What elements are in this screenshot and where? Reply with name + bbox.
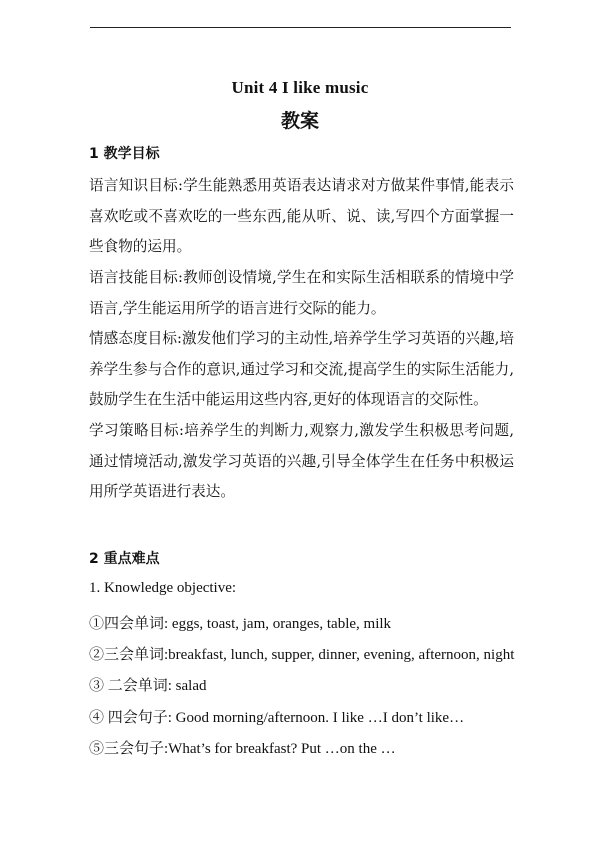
list-item: ①四会单词: eggs, toast, jam, oranges, table, milk xyxy=(89,616,392,632)
list-item: ④ 四会句子: Good morning/afternoon. I like …I don’t like… xyxy=(89,710,465,726)
section-heading-key-points: 2 重点难点 xyxy=(89,551,160,567)
paragraph-attitude-goal: 情感态度目标:激发他们学习的主动性,培养学生学习英语的兴趣,培养学生参与合作的意识,通过学习和交流,提高学生的实际生活能力,鼓励学生在生活中能运用这些内容,更好的体现语言的交际性。 xyxy=(89,330,514,408)
list-item: ②三会单词:breakfast, lunch, supper, dinner, evening, afternoon, night xyxy=(89,647,515,663)
header-rule xyxy=(90,27,511,28)
section-heading-objectives: 1 教学目标 xyxy=(89,146,160,162)
list-item: ⑤三会句子:What’s for breakfast? Put …on the … xyxy=(89,741,396,757)
list-item: ③ 二会单词: salad xyxy=(89,678,207,694)
paragraph-skill-goal: 语言技能目标:教师创设情境,学生在和实际生活相联系的情境中学语言,学生能运用所学的语言进行交际的能力。 xyxy=(89,269,514,317)
knowledge-objective-label: 1. Knowledge objective: xyxy=(89,580,237,596)
document-subtitle: 教案 xyxy=(280,110,319,132)
document-title: Unit 4 I like music xyxy=(231,78,369,97)
paragraph-strategy-goal: 学习策略目标:培养学生的判断力,观察力,激发学生积极思考问题,通过情境活动,激发学习英语的兴趣,引导全体学生在任务中积极运用所学英语进行表达。 xyxy=(89,422,514,500)
paragraph-knowledge-goal: 语言知识目标:学生能熟悉用英语表达请求对方做某件事情,能表示喜欢吃或不喜欢吃的一些东西,能从听、说、读,写四个方面掌握一些食物的运用。 xyxy=(89,177,514,255)
